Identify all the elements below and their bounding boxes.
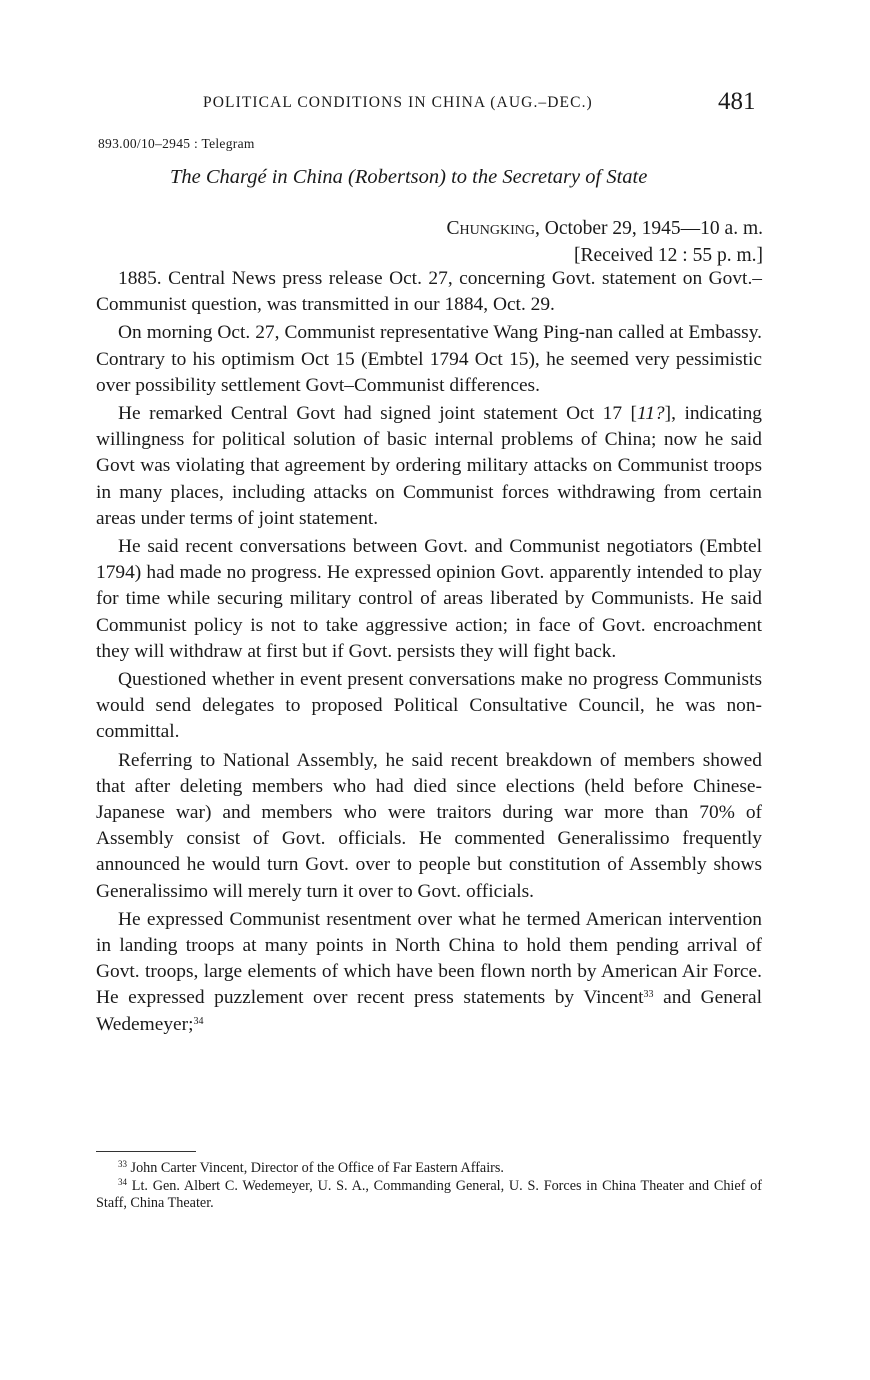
editorial-insertion: 11?: [636, 403, 665, 425]
file-number: 893.00/10–2945 : Telegram: [98, 136, 255, 151]
dateline-place: Chungking,: [446, 218, 540, 239]
paragraph: [96, 401, 762, 532]
running-title: POLITICAL CONDITIONS IN CHINA (AUG.–DEC.): [203, 94, 593, 111]
paragraph: On morning Oct. 27, Communist representative Wang Ping-nan called at Embassy. Contrary to his optimism Oct 15 (Embtel 1794 Oct 15), he seemed very pessimistic over possibility settlement Govt–Communist differences.: [96, 322, 762, 396]
footnote-mark: 34: [118, 1176, 127, 1187]
paragraph-text: He remarked Central Govt had signed joint statement Oct 17 [: [118, 403, 637, 425]
footnote-text: Lt. Gen. Albert C. Wedemeyer, U. S. A., Commanding General, U. S. Forces in China Theater and Chief of Staff, China Theater.: [96, 1177, 762, 1211]
page-number: 481: [718, 88, 756, 115]
paragraph: Questioned whether in event present conversations make no progress Communists would send delegates to proposed Political Consultative Council, he was non-committal.: [96, 669, 762, 743]
footnote-rule: [96, 1151, 196, 1152]
running-header: [0, 90, 870, 120]
paragraph: [96, 907, 762, 1038]
telegram-body: [96, 266, 762, 1040]
footnote-text: John Carter Vincent, Director of the Office of Far Eastern Affairs.: [127, 1160, 504, 1176]
dateline-date: October 29, 1945—10 a. m.: [539, 218, 763, 239]
paragraph: 1885. Central News press release Oct. 27, concerning Govt. statement on Govt.–Communist question, was transmitted in our 1884, Oct. 29.: [96, 268, 762, 316]
footnote: [96, 1178, 762, 1213]
paragraph-text: He expressed Communist resentment over what he termed American intervention in landing troops at many points in North China to hold them pending arrival of Govt. troops, large elements of which have been flown north by American Air Force. He expressed puzzlement over recent press statements by Vincent: [96, 908, 762, 1009]
dateline-received: [Received 12 : 55 p. m.]: [574, 245, 763, 266]
dateline: [447, 215, 763, 269]
footnotes: [96, 1160, 762, 1213]
footnote-ref: 33: [643, 989, 654, 1001]
document-heading: The Chargé in China (Robertson) to the Secretary of State: [170, 166, 648, 188]
paragraph: Referring to National Assembly, he said recent breakdown of members showed that after deleting members who had died since elections (held before Chinese-Japanese war) and members who were traitors during war more than 70% of Assembly consist of Govt. officials. He commented Generalissimo frequently announced he would turn Govt. over to people but constitution of Assembly shows Generalissimo will merely turn it over to Govt. officials.: [96, 749, 762, 902]
paragraph-text: and General Wedemeyer;: [96, 987, 762, 1035]
dateline-sent: [447, 215, 763, 242]
footnote: [96, 1160, 762, 1178]
paragraph-text: ], indicating willingness for political solution of basic internal problems of China; now he said Govt was violating that agreement by ordering military attacks on Communist troops in many places, including attacks on Communist forces withdrawing from certain areas under terms of joint statement.: [96, 403, 762, 529]
paragraph: He said recent conversations between Govt. and Communist negotiators (Embtel 1794) had made no progress. He expressed opinion Govt. apparently intended to play for time while securing military control of areas liberated by Communists. He said Communist policy is not to take aggressive action; in face of Govt. encroachment they will withdraw at first but if Govt. persists they will fight back.: [96, 536, 762, 662]
footnote-ref: 34: [193, 1015, 204, 1027]
footnote-mark: 33: [118, 1159, 127, 1169]
